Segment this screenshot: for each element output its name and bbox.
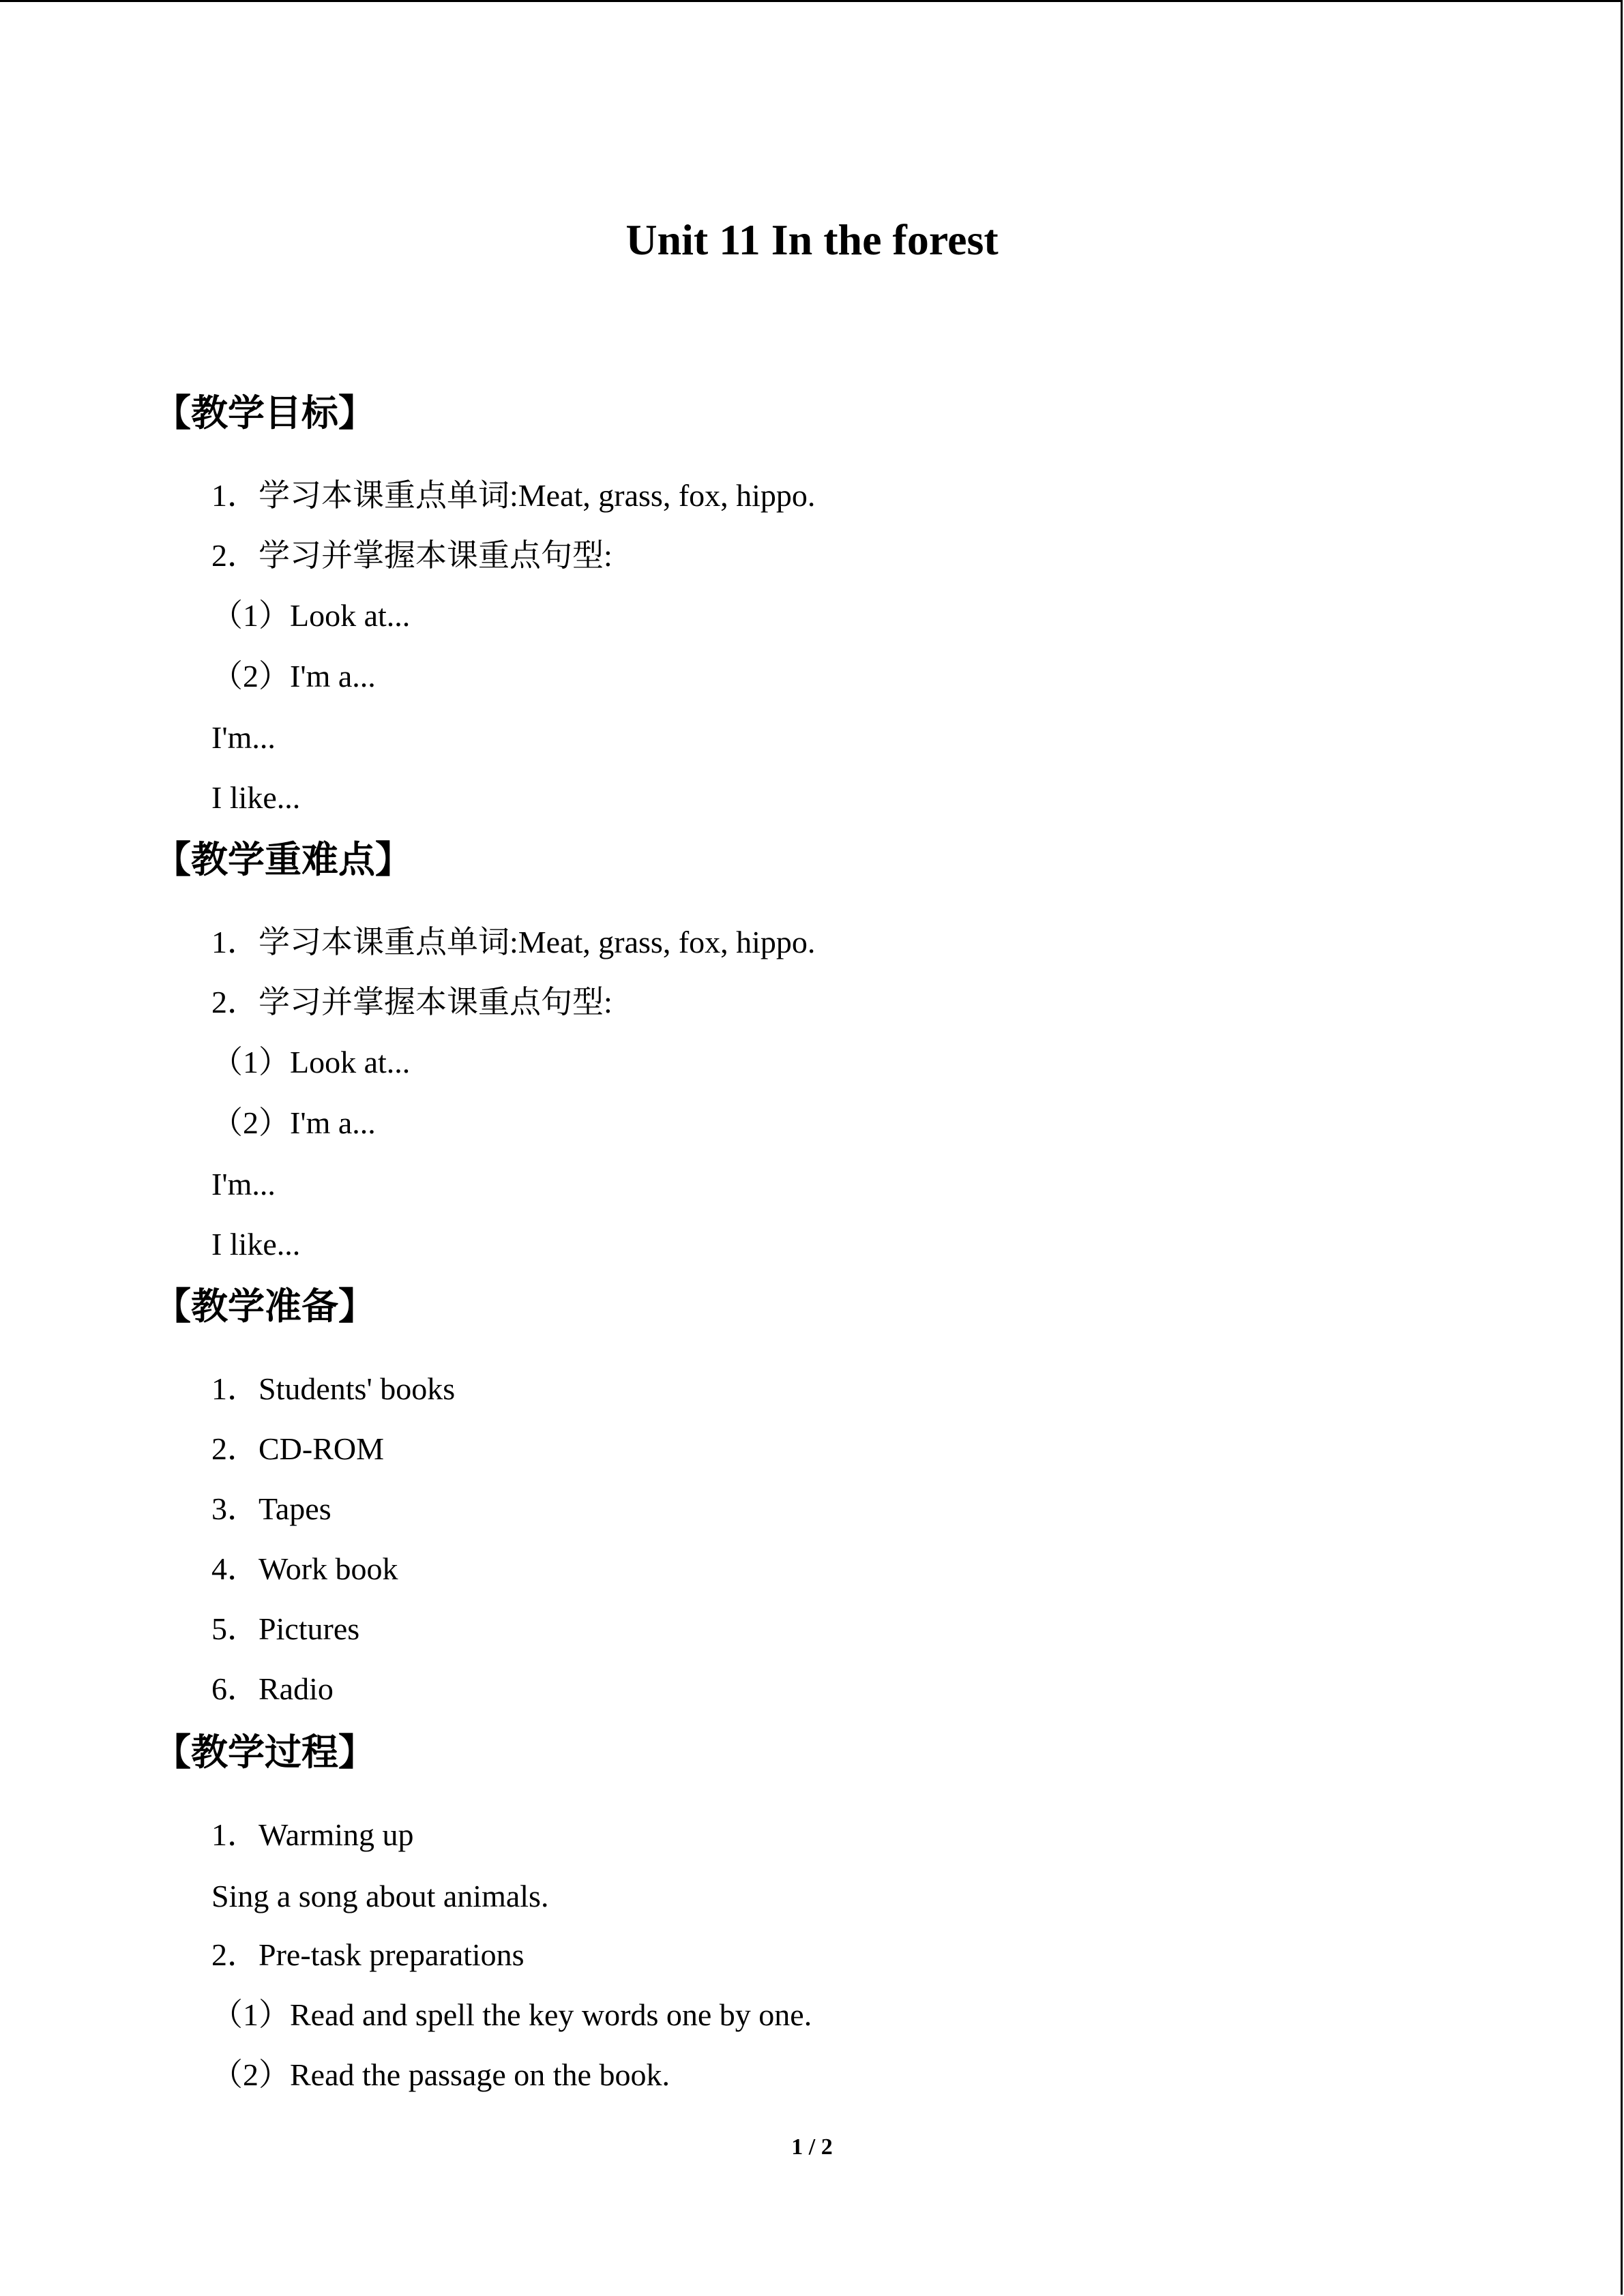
page-number: 1 / 2	[791, 2134, 833, 2160]
list-item: 1．Students' books	[211, 1371, 456, 1406]
section-heading-objectives: 【教学目标】	[154, 391, 375, 434]
list-item: I like...	[211, 780, 301, 815]
section-heading-key-points: 【教学重难点】	[154, 838, 412, 881]
list-item: I'm...	[211, 1167, 276, 1202]
section-heading-preparation: 【教学准备】	[154, 1285, 375, 1328]
list-item: 3．Tapes	[211, 1491, 331, 1526]
list-item: 2．学习并掌握本课重点句型:	[211, 985, 612, 1019]
list-item: Sing a song about animals.	[211, 1879, 549, 1913]
list-item: 2．学习并掌握本课重点句型:	[211, 538, 612, 573]
list-item: I like...	[211, 1227, 301, 1262]
list-item: 2．CD-ROM	[211, 1431, 385, 1466]
section-heading-process: 【教学过程】	[154, 1731, 375, 1774]
list-item: （1）Look at...	[211, 598, 411, 633]
list-item: （2）I'm a...	[211, 659, 376, 694]
list-item: （2）Read the passage on the book.	[211, 2057, 670, 2092]
list-item: I'm...	[211, 720, 276, 755]
list-item: 2．Pre-task preparations	[211, 1937, 525, 1972]
list-item: （1）Read and spell the key words one by one.	[211, 1997, 812, 2032]
document-title: Unit 11 In the forest	[625, 215, 999, 264]
list-item: 5．Pictures	[211, 1611, 360, 1646]
list-item: （2）I'm a...	[211, 1105, 376, 1140]
list-item: 1．学习本课重点单词:Meat, grass, fox, hippo.	[211, 478, 816, 513]
list-item: 1．Warming up	[211, 1817, 414, 1852]
list-item: 6．Radio	[211, 1671, 334, 1706]
list-item: （1）Look at...	[211, 1045, 411, 1079]
list-item: 1．学习本课重点单词:Meat, grass, fox, hippo.	[211, 925, 816, 959]
list-item: 4．Work book	[211, 1551, 398, 1586]
